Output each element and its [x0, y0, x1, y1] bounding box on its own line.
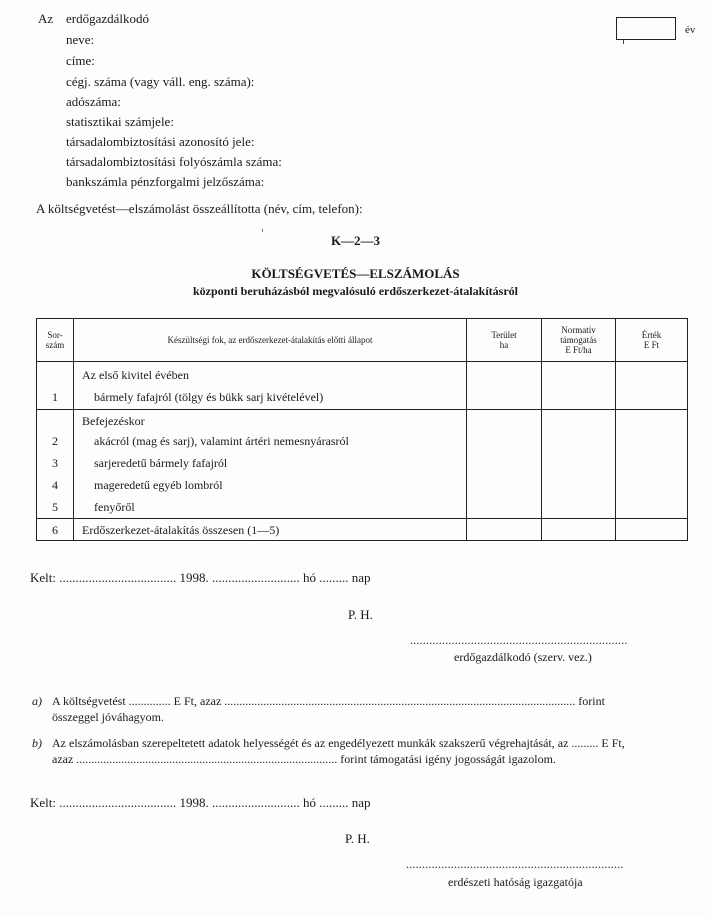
compiled-by-label: A költségvetést—elszámolást összeállította (név, cím, telefon):	[36, 201, 363, 216]
stray-mark	[262, 229, 263, 232]
col-header-desc: Készültségi fok, az erdőszerkezet-átalakítás előtti állapot	[74, 319, 467, 362]
item-a-marker: a)	[32, 694, 42, 708]
cost-table	[36, 318, 688, 541]
norm-cell-6[interactable]	[542, 519, 616, 541]
field-stat-code-label: statisztikai számjele:	[66, 114, 174, 129]
col-header-norm: Normatív támogatás E Ft/ha	[542, 319, 616, 362]
field-bank-account-label: bankszámla pénzforgalmi jelzőszáma:	[66, 174, 265, 189]
group2-heading: Befejezéskor	[82, 414, 145, 428]
row-text-2: akácról (mag és sarj), valamint ártéri nemesnyárasról	[94, 434, 349, 448]
item-b-line-2[interactable]: azaz ....................................................................................... forint támogatási igény jogosságát igazolom.	[52, 752, 556, 766]
col-header-area: Terület ha	[467, 319, 542, 362]
norm-cell-1[interactable]	[542, 362, 616, 410]
row-num-4: 4	[52, 478, 58, 492]
field-social-id-label: társadalombiztosítási azonosító jele:	[66, 134, 255, 149]
field-company-reg-label: cégj. száma (vagy váll. eng. száma):	[66, 74, 255, 89]
row-text-5: fenyőről	[94, 500, 135, 514]
row-text-3: sarjeredetű bármely fafajról	[94, 456, 228, 470]
value-cell-1[interactable]	[616, 362, 688, 410]
stamp-label-1: P. H.	[348, 607, 373, 622]
signature-label-1: erdőgazdálkodó (szerv. vez.)	[454, 650, 592, 664]
norm-cell-2-5[interactable]	[542, 410, 616, 519]
date-line-2[interactable]: Kelt: .................................... 1998. ........................... hó ......... nap	[30, 795, 371, 810]
row-num-3: 3	[52, 456, 58, 470]
az-label: Az	[38, 11, 54, 26]
table-row	[37, 362, 688, 410]
row-num-5: 5	[52, 500, 58, 514]
form-code: K—2—3	[330, 233, 381, 248]
table-row	[37, 410, 688, 519]
row-text-4: mageredetű egyéb lombról	[94, 478, 223, 492]
item-b-marker: b)	[32, 736, 42, 750]
value-cell-6[interactable]	[616, 519, 688, 541]
year-label: év	[685, 24, 696, 36]
page-title: KÖLTSÉGVETÉS—ELSZÁMOLÁS	[251, 266, 460, 281]
group1-heading: Az első kivitel évében	[82, 368, 189, 382]
field-name-label: neve:	[66, 32, 95, 47]
value-cell-2-5[interactable]	[616, 410, 688, 519]
stamp-label-2: P. H.	[345, 831, 370, 846]
col-header-num: Sor- szám	[37, 319, 74, 362]
item-a-line-1[interactable]: A költségvetést .............. E Ft, azaz ..................................................................................................................... forint	[52, 694, 605, 708]
org-label: erdőgazdálkodó	[66, 11, 150, 26]
signature-dots-1[interactable]: ....................................................................	[410, 633, 628, 647]
table-row-total	[37, 519, 688, 541]
row-text-6: Erdőszerkezet-átalakítás összesen (1—5)	[82, 522, 280, 537]
field-social-account-label: társadalombiztosítási folyószámla száma:	[66, 154, 282, 169]
item-b-line-1[interactable]: Az elszámolásban szerepeltetett adatok helyességét és az engedélyezett munkák szakszerű végrehajtását, az ......... E Ft,	[52, 736, 625, 750]
row-num-1: 1	[52, 390, 58, 404]
date-line-1[interactable]: Kelt: .................................... 1998. ........................... hó ......... nap	[30, 570, 371, 585]
col-header-value: Érték E Ft	[616, 319, 688, 362]
signature-dots-2[interactable]: ....................................................................	[406, 857, 624, 871]
year-input-box[interactable]	[616, 17, 676, 40]
area-cell-1[interactable]	[467, 362, 542, 410]
area-cell-6[interactable]	[467, 519, 542, 541]
area-cell-2-5[interactable]	[467, 410, 542, 519]
row-text-1: bármely fafajról (tölgy és bükk sarj kivételével)	[94, 390, 324, 404]
field-address-label: címe:	[66, 53, 95, 68]
item-a-line-2: összeggel jóváhagyom.	[52, 710, 164, 724]
row-num-2: 2	[52, 434, 58, 448]
signature-label-2: erdészeti hatóság igazgatója	[448, 875, 583, 889]
row-num-6: 6	[52, 522, 58, 537]
table-header-row	[37, 319, 688, 362]
page-subtitle: központi beruházásból megvalósuló erdőszerkezet-átalakításról	[193, 284, 518, 298]
field-tax-number-label: adószáma:	[66, 94, 121, 109]
year-box-tick	[623, 40, 624, 44]
